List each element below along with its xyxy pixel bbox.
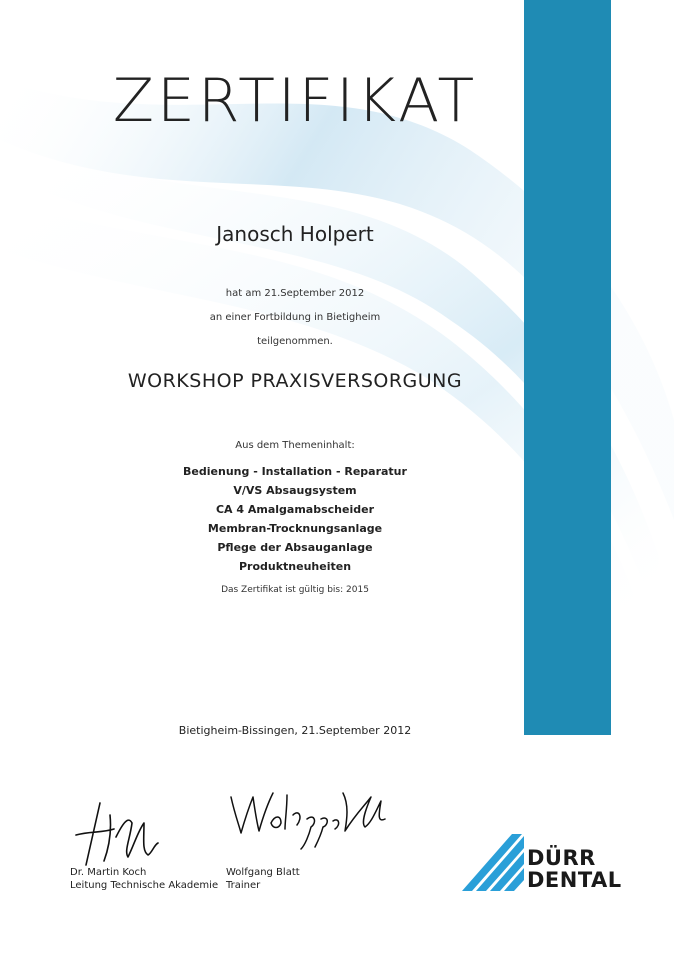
topic-item: Bedienung - Installation - Reparatur xyxy=(183,465,407,478)
signatory-role: Trainer xyxy=(226,880,261,891)
topic-item: Membran-Trocknungsanlage xyxy=(207,522,383,535)
recipient-name: Janosch Holpert xyxy=(216,222,374,246)
logo-line-1: DÜRR xyxy=(527,846,596,870)
date-line: hat am 21.September 2012 xyxy=(225,288,365,299)
signatory-name: Wolfgang Blatt xyxy=(226,867,300,878)
signatory-blatt xyxy=(226,866,300,892)
topic-item: Pflege der Absauganlage xyxy=(217,541,373,554)
location-line: an einer Fortbildung in Bietigheim xyxy=(209,312,381,323)
topic-item: V/VS Absaugsystem xyxy=(233,484,357,497)
validity-note: Das Zertifikat ist gültig bis: 2015 xyxy=(221,585,369,595)
signatory-role: Leitung Technische Akademie xyxy=(70,880,219,891)
topics-list xyxy=(0,462,590,576)
signatory-koch xyxy=(70,866,218,892)
place-date: Bietigheim-Bissingen, 21.September 2012 xyxy=(178,724,412,737)
signature-koch xyxy=(70,795,170,870)
topic-item: CA 4 Amalgamabscheider xyxy=(215,503,374,516)
topic-item: Produktneuheiten xyxy=(238,560,352,573)
signatory-name: Dr. Martin Koch xyxy=(70,867,147,878)
topics-label: Aus dem Themeninhalt: xyxy=(235,440,355,451)
certificate-title: ZERTIFIKAT xyxy=(112,66,478,136)
signature-blatt xyxy=(225,775,395,855)
logo-line-2: DENTAL xyxy=(527,868,622,892)
workshop-title: WORKSHOP PRAXISVERSORGUNG xyxy=(127,370,463,392)
participation-line: teilgenommen. xyxy=(257,336,333,347)
